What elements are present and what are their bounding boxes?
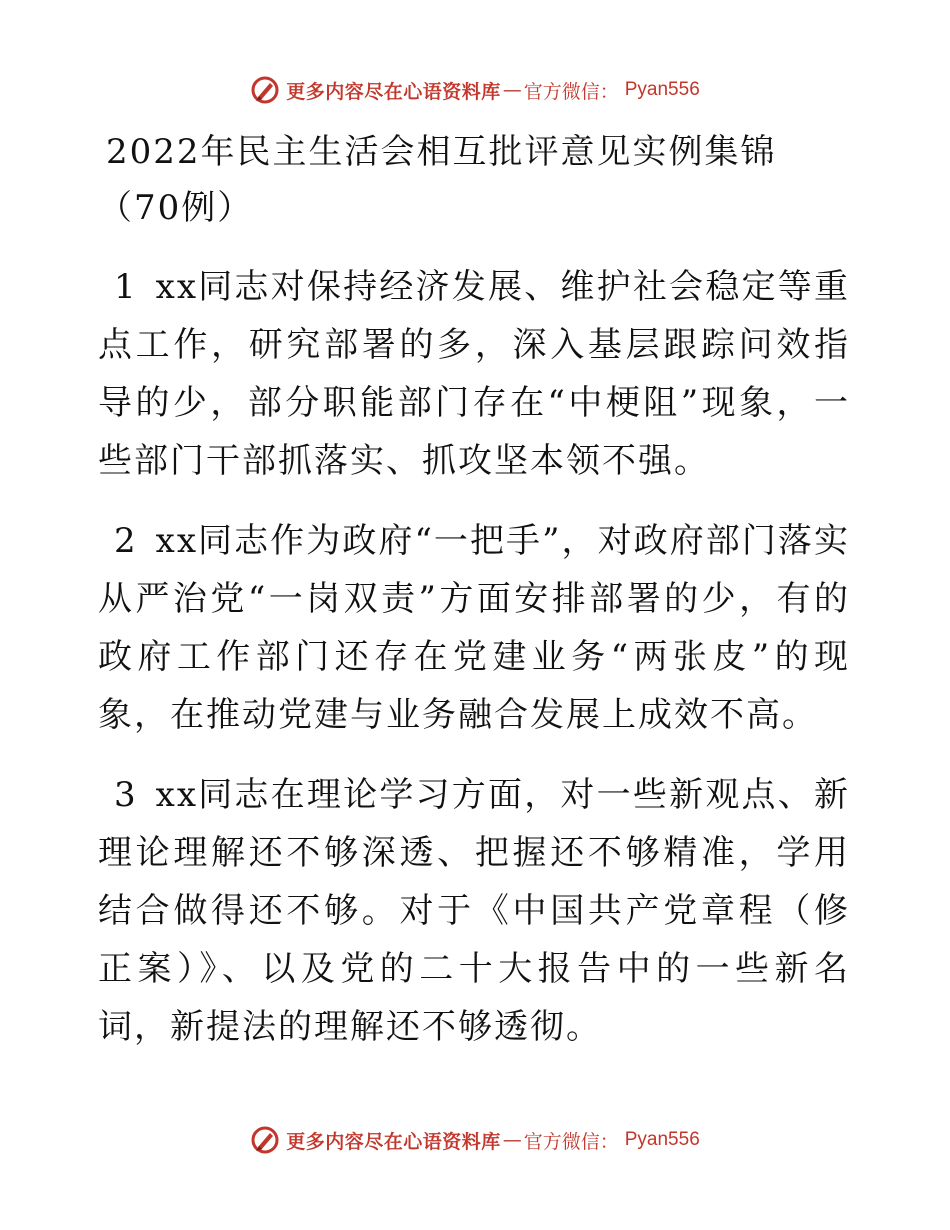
footer-banner (0, 1120, 950, 1160)
banner-separator: — (502, 79, 522, 101)
banner-slogan: 更多内容尽在心语资料库 (286, 80, 501, 103)
banner-wechat-id: Pyan556 (624, 1129, 700, 1150)
item-number: 2 (114, 521, 138, 561)
banner-separator: — (502, 1129, 522, 1151)
list-item (98, 512, 850, 744)
banner-wechat-label: 官方微信： (523, 80, 619, 103)
item-text: xx同志在理论学习方面，对一些新观点、新理论理解还不够深透、把握还不够精准，学用结合做得还不够。对于《中国共产党章程（修正案）》、以及党的二十大报告中的一些新名词，新提法的理解还不够透彻。 (98, 775, 850, 1047)
list-item (98, 766, 850, 1056)
banner-slogan: 更多内容尽在心语资料库 (286, 1130, 501, 1153)
pen-logo-icon (250, 1125, 280, 1155)
document-title: 2022年民主生活会相互批评意见实例集锦（70例） (98, 132, 777, 228)
item-text: xx同志对保持经济发展、维护社会稳定等重点工作，研究部署的多，深入基层跟踪问效指导的少，部分职能部门存在“中梗阻”现象，一些部门干部抓落实、抓攻坚本领不强。 (98, 267, 850, 481)
banner-wechat-label: 官方微信： (523, 1130, 619, 1153)
item-text: xx同志作为政府“一把手”，对政府部门落实从严治党“一岗双责”方面安排部署的少，有的政府工作部门还存在党建业务“两张皮”的现象，在推动党建与业务融合发展上成效不高。 (98, 521, 850, 735)
banner-wechat-id: Pyan556 (624, 79, 700, 100)
item-number: 3 (114, 775, 138, 815)
document-body (98, 124, 850, 1056)
item-number: 1 (114, 267, 138, 307)
pen-logo-icon (250, 75, 280, 105)
header-banner (0, 70, 950, 110)
list-item (98, 258, 850, 490)
